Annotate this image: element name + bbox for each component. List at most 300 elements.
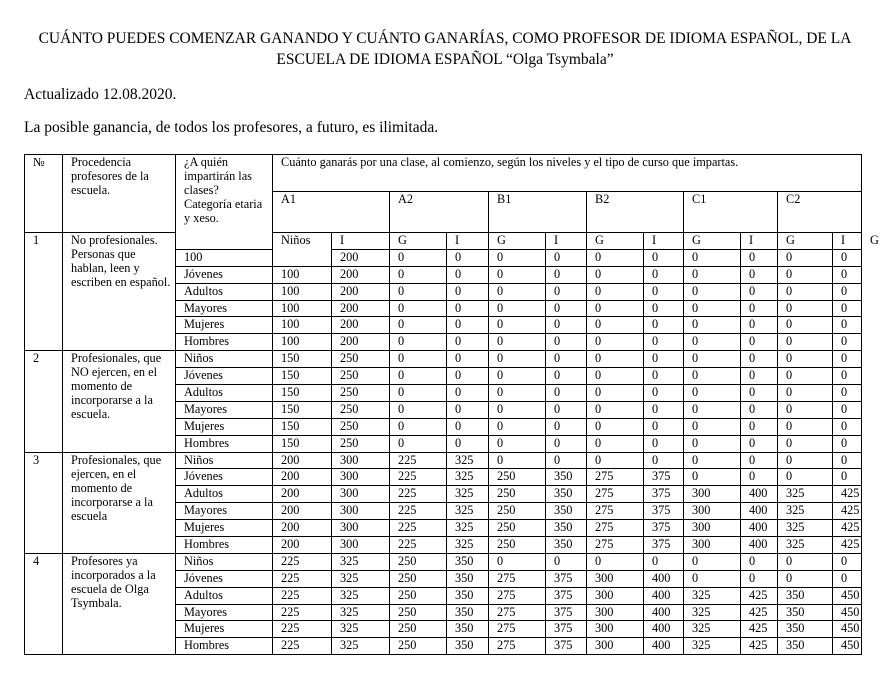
value-cell: 425 — [833, 486, 862, 503]
value-cell: 0 — [741, 368, 778, 385]
value-cell: 0 — [447, 368, 489, 385]
value-cell: 0 — [587, 266, 644, 283]
value-cell: 250 — [390, 638, 447, 655]
value-cell: 325 — [447, 486, 489, 503]
value-cell: 250 — [332, 418, 390, 435]
value-cell: 325 — [447, 469, 489, 486]
value-cell: 0 — [684, 385, 741, 402]
value-cell: 0 — [546, 401, 587, 418]
row-category: Mayores — [176, 300, 273, 317]
value-cell: 0 — [546, 452, 587, 469]
value-cell: 0 — [684, 469, 741, 486]
value-cell: 200 — [273, 486, 332, 503]
row-category: Hombres — [176, 435, 273, 452]
value-cell: 450 — [833, 587, 862, 604]
updated-date: Actualizado 12.08.2020. — [24, 86, 177, 103]
value-cell: 375 — [546, 621, 587, 638]
value-cell: 0 — [489, 300, 546, 317]
value-cell: 300 — [332, 452, 390, 469]
value-cell: 0 — [684, 401, 741, 418]
value-cell: 375 — [546, 570, 587, 587]
value-cell: 325 — [332, 604, 390, 621]
value-cell: 350 — [447, 570, 489, 587]
value-cell: 0 — [447, 300, 489, 317]
value-cell: 0 — [546, 334, 587, 351]
value-cell: 375 — [644, 469, 684, 486]
value-cell: 200 — [332, 249, 390, 266]
value-cell: 0 — [684, 418, 741, 435]
table-row — [25, 351, 862, 368]
value-cell: 0 — [587, 418, 644, 435]
row-origin: Profesionales, que NO ejercen, en el momento de incorporarse a la escuela. — [63, 351, 176, 452]
value-cell: 0 — [833, 283, 862, 300]
row-category: Adultos — [176, 385, 273, 402]
value-cell: 300 — [332, 469, 390, 486]
value-cell: 0 — [546, 266, 587, 283]
value-cell: 350 — [447, 604, 489, 621]
value-cell: 400 — [644, 570, 684, 587]
value-cell: 0 — [644, 452, 684, 469]
value-cell: 400 — [741, 486, 778, 503]
value-cell: 300 — [332, 537, 390, 554]
value-cell: 0 — [644, 368, 684, 385]
value-cell: 0 — [390, 401, 447, 418]
row-category: Adultos — [176, 486, 273, 503]
value-cell: 0 — [546, 249, 587, 266]
value-cell: 0 — [833, 401, 862, 418]
value-cell: 375 — [644, 537, 684, 554]
value-cell: 0 — [778, 368, 833, 385]
value-cell: 200 — [332, 266, 390, 283]
value-cell: 150 — [273, 368, 332, 385]
value-cell: 0 — [833, 249, 862, 266]
value-cell: 275 — [489, 621, 546, 638]
value-cell: 250 — [489, 486, 546, 503]
value-cell: 0 — [684, 553, 741, 570]
value-cell: 0 — [833, 435, 862, 452]
value-cell: 0 — [587, 452, 644, 469]
value-cell: 375 — [644, 520, 684, 537]
value-cell: 0 — [778, 418, 833, 435]
value-cell: 0 — [778, 570, 833, 587]
value-cell: 225 — [390, 520, 447, 537]
table-row — [25, 452, 862, 469]
value-cell: 0 — [447, 266, 489, 283]
value-cell: 0 — [587, 553, 644, 570]
value-cell: 375 — [644, 486, 684, 503]
value-cell: 0 — [390, 249, 447, 266]
value-cell: 150 — [273, 418, 332, 435]
value-cell: 0 — [447, 385, 489, 402]
value-cell: 0 — [587, 249, 644, 266]
value-cell: 350 — [546, 503, 587, 520]
value-cell: 0 — [546, 368, 587, 385]
value-cell: 0 — [741, 300, 778, 317]
value-cell: 0 — [489, 452, 546, 469]
value-cell: 0 — [546, 300, 587, 317]
value-cell: 250 — [489, 520, 546, 537]
header-number: № — [25, 155, 63, 233]
value-cell: 425 — [741, 587, 778, 604]
value-cell: 200 — [273, 469, 332, 486]
value-cell: 250 — [390, 621, 447, 638]
value-cell: 300 — [587, 638, 644, 655]
value-cell: 0 — [741, 570, 778, 587]
value-cell: 0 — [778, 283, 833, 300]
row-category: Jóvenes — [176, 368, 273, 385]
value-cell: 325 — [332, 621, 390, 638]
value-cell: 350 — [447, 638, 489, 655]
value-cell: 0 — [684, 435, 741, 452]
value-cell: 0 — [741, 266, 778, 283]
value-cell: 325 — [332, 570, 390, 587]
value-cell: 225 — [390, 452, 447, 469]
value-cell: 0 — [489, 418, 546, 435]
value-cell: 0 — [833, 418, 862, 435]
value-cell: 0 — [489, 368, 546, 385]
value-cell: 225 — [273, 570, 332, 587]
level-header: A2 — [390, 192, 489, 233]
value-cell: 0 — [587, 435, 644, 452]
value-cell: 0 — [644, 401, 684, 418]
value-cell: 0 — [684, 317, 741, 334]
value-cell: 0 — [684, 300, 741, 317]
value-cell: 0 — [546, 385, 587, 402]
value-cell: 0 — [778, 317, 833, 334]
value-cell: 300 — [587, 587, 644, 604]
value-cell: 0 — [778, 300, 833, 317]
value-cell: 225 — [273, 553, 332, 570]
row-category: Mujeres — [176, 317, 273, 334]
value-cell: 275 — [489, 570, 546, 587]
sub-label: I — [741, 233, 778, 250]
value-cell: 200 — [332, 317, 390, 334]
value-cell: 0 — [587, 401, 644, 418]
value-cell: 0 — [684, 351, 741, 368]
value-cell: 0 — [489, 334, 546, 351]
value-cell: 250 — [332, 368, 390, 385]
value-cell: 425 — [741, 621, 778, 638]
header-origin: Procedencia profesores de la escuela. — [63, 155, 176, 233]
value-cell: 100 — [273, 266, 332, 283]
value-cell: 200 — [273, 503, 332, 520]
value-cell: 225 — [273, 604, 332, 621]
value-cell: 325 — [684, 604, 741, 621]
sub-label: I — [833, 233, 862, 250]
row-category: Jóvenes — [176, 469, 273, 486]
sub-label: G — [587, 233, 644, 250]
value-cell: 275 — [587, 469, 644, 486]
value-cell: 325 — [778, 486, 833, 503]
row-number: 4 — [25, 553, 63, 654]
value-cell: 300 — [587, 621, 644, 638]
value-cell: 0 — [741, 317, 778, 334]
row-category: Mayores — [176, 503, 273, 520]
value-cell: 350 — [447, 553, 489, 570]
value-cell: 350 — [546, 520, 587, 537]
value-cell: 0 — [447, 249, 489, 266]
value-cell: 0 — [546, 283, 587, 300]
value-cell: 0 — [833, 300, 862, 317]
value-cell: 0 — [684, 452, 741, 469]
row-category: Jóvenes — [176, 266, 273, 283]
value-cell: 0 — [833, 469, 862, 486]
value-cell: 325 — [447, 503, 489, 520]
row-category: Jóvenes — [176, 570, 273, 587]
value-cell: 325 — [684, 587, 741, 604]
value-cell: 150 — [273, 435, 332, 452]
value-cell: 225 — [390, 537, 447, 554]
value-cell: 0 — [489, 351, 546, 368]
value-cell: 400 — [644, 621, 684, 638]
value-cell: 0 — [741, 418, 778, 435]
value-cell: 0 — [833, 570, 862, 587]
value-cell: 150 — [273, 351, 332, 368]
value-cell: 0 — [587, 317, 644, 334]
value-cell: 0 — [741, 385, 778, 402]
value-cell: 200 — [332, 334, 390, 351]
value-cell: 275 — [587, 520, 644, 537]
value-cell: 0 — [833, 452, 862, 469]
value-cell: 0 — [644, 351, 684, 368]
value-cell: 0 — [778, 385, 833, 402]
table-row: 1 No profesionales. Personas que hablan, leen y escriben en español. Niños I G I G I G I G I G I G — [25, 233, 862, 250]
lead-paragraph: La posible ganancia, de todos los profesores, a futuro, es ilimitada. — [24, 119, 439, 136]
row-category: Mayores — [176, 604, 273, 621]
value-cell: 250 — [390, 604, 447, 621]
row-category: Mayores — [176, 401, 273, 418]
value-cell: 350 — [546, 469, 587, 486]
row-category: Hombres — [176, 334, 273, 351]
value-cell: 0 — [390, 317, 447, 334]
value-cell: 0 — [587, 385, 644, 402]
value-cell: 100 — [273, 283, 332, 300]
value-cell: 0 — [489, 435, 546, 452]
value-cell: 250 — [390, 570, 447, 587]
value-cell: 0 — [447, 435, 489, 452]
value-cell: 200 — [273, 537, 332, 554]
value-cell: 250 — [489, 503, 546, 520]
value-cell: 350 — [447, 621, 489, 638]
value-cell: 350 — [778, 604, 833, 621]
value-cell: 0 — [644, 418, 684, 435]
value-cell: 0 — [644, 266, 684, 283]
value-cell: 0 — [833, 351, 862, 368]
value-cell: 0 — [447, 401, 489, 418]
value-cell: 275 — [587, 503, 644, 520]
value-cell: 0 — [778, 351, 833, 368]
row-origin: Profesionales, que ejercen, en el momento de incorporarse a la escuela — [63, 452, 176, 553]
value-cell: 0 — [741, 351, 778, 368]
value-cell: 0 — [741, 469, 778, 486]
value-cell: 275 — [489, 638, 546, 655]
sub-label: I — [546, 233, 587, 250]
value-cell: 0 — [833, 368, 862, 385]
value-cell: 0 — [644, 300, 684, 317]
value-cell: 0 — [489, 317, 546, 334]
value-cell: 0 — [778, 401, 833, 418]
row-category: Mujeres — [176, 418, 273, 435]
value-cell: 0 — [587, 368, 644, 385]
value-cell: 425 — [741, 638, 778, 655]
value-cell: 0 — [390, 300, 447, 317]
value-cell: 250 — [332, 351, 390, 368]
value-cell: 0 — [833, 317, 862, 334]
value-cell: 225 — [273, 638, 332, 655]
sub-label: G — [390, 233, 447, 250]
value-cell: 225 — [390, 469, 447, 486]
row-category: Niños — [176, 452, 273, 469]
sub-label: I — [332, 233, 390, 250]
row-category: Mujeres — [176, 520, 273, 537]
value-cell: 425 — [833, 520, 862, 537]
value-cell: 425 — [741, 604, 778, 621]
value-cell: 0 — [778, 553, 833, 570]
value-cell: 275 — [587, 537, 644, 554]
row-number: 2 — [25, 351, 63, 452]
value-cell: 0 — [546, 553, 587, 570]
value-cell: 0 — [390, 266, 447, 283]
row-number: 1 — [25, 233, 63, 351]
value-cell: 0 — [778, 452, 833, 469]
row-category: Niños — [176, 553, 273, 570]
table-row — [25, 553, 862, 570]
value-cell: 300 — [587, 604, 644, 621]
value-cell: 350 — [447, 587, 489, 604]
value-cell: 350 — [778, 621, 833, 638]
document-title: CUÁNTO PUEDES COMENZAR GANANDO Y CUÁNTO GANARÍAS, COMO PROFESOR DE IDIOMA ESPAÑOL, DE LA ESCUELA DE IDIOMA ESPAÑOL “Olga Tsymbala” — [38, 30, 852, 68]
header-row — [25, 155, 862, 192]
value-cell: 375 — [644, 503, 684, 520]
value-cell: 275 — [587, 486, 644, 503]
value-cell: 300 — [587, 570, 644, 587]
value-cell: 0 — [644, 283, 684, 300]
value-cell: 450 — [833, 621, 862, 638]
value-cell: 0 — [489, 553, 546, 570]
value-cell: 0 — [390, 351, 447, 368]
row-number: 3 — [25, 452, 63, 553]
value-cell: 275 — [489, 587, 546, 604]
level-header: C1 — [684, 192, 778, 233]
value-cell: 400 — [644, 587, 684, 604]
value-cell: 300 — [684, 537, 741, 554]
value-cell: 0 — [489, 283, 546, 300]
value-cell: 200 — [273, 520, 332, 537]
value-cell: 0 — [833, 266, 862, 283]
value-cell: 325 — [332, 587, 390, 604]
header-category: ¿A quién impartirán las clases? Categoría etaria y xeso. — [176, 155, 273, 250]
value-cell: 0 — [644, 553, 684, 570]
value-cell: 250 — [332, 435, 390, 452]
value-cell: 200 — [332, 300, 390, 317]
value-cell: 0 — [587, 334, 644, 351]
value-cell: 0 — [447, 351, 489, 368]
value-cell: 425 — [833, 537, 862, 554]
value-cell: 0 — [741, 401, 778, 418]
value-cell: 325 — [684, 638, 741, 655]
value-cell: 0 — [741, 249, 778, 266]
value-cell: 0 — [684, 334, 741, 351]
value-cell: 0 — [546, 351, 587, 368]
value-cell: 300 — [332, 503, 390, 520]
value-cell: 325 — [447, 452, 489, 469]
value-cell: 0 — [390, 368, 447, 385]
value-cell: 200 — [332, 283, 390, 300]
value-cell: 0 — [489, 385, 546, 402]
value-cell: 0 — [587, 351, 644, 368]
value-cell: 100 — [273, 317, 332, 334]
value-cell: 375 — [546, 587, 587, 604]
value-cell: 450 — [833, 638, 862, 655]
value-cell: 350 — [778, 638, 833, 655]
value-cell: 0 — [684, 249, 741, 266]
value-cell: 0 — [741, 435, 778, 452]
value-cell: 0 — [684, 266, 741, 283]
value-cell: 250 — [489, 537, 546, 554]
value-cell: 400 — [741, 503, 778, 520]
level-header: A1 — [273, 192, 390, 233]
value-cell: 0 — [390, 283, 447, 300]
value-cell: 350 — [546, 537, 587, 554]
value-cell: 250 — [332, 401, 390, 418]
value-cell: 0 — [587, 283, 644, 300]
value-cell: 200 — [273, 452, 332, 469]
value-cell: 250 — [489, 469, 546, 486]
value-cell: 225 — [390, 486, 447, 503]
value-cell: 350 — [778, 587, 833, 604]
value-cell: 0 — [546, 317, 587, 334]
value-cell: 425 — [833, 503, 862, 520]
value-cell: 0 — [778, 249, 833, 266]
value-cell: 250 — [390, 587, 447, 604]
value-cell: 0 — [778, 266, 833, 283]
value-cell: 0 — [644, 317, 684, 334]
row-origin: Profesores ya incorporados a la escuela de Olga Tsymbala. — [63, 553, 176, 654]
value-cell: 0 — [644, 435, 684, 452]
value-cell: 0 — [778, 469, 833, 486]
level-header: B2 — [587, 192, 684, 233]
row-category: Hombres — [176, 638, 273, 655]
row-category: Hombres — [176, 537, 273, 554]
value-cell: 0 — [546, 418, 587, 435]
value-cell: 400 — [741, 537, 778, 554]
value-cell: 0 — [587, 300, 644, 317]
row-origin: No profesionales. Personas que hablan, leen y escriben en español. — [63, 233, 176, 351]
value-cell: 225 — [273, 587, 332, 604]
value-cell: 325 — [332, 638, 390, 655]
sub-label: G — [778, 233, 833, 250]
row-category: Adultos — [176, 587, 273, 604]
value-cell: 0 — [644, 249, 684, 266]
value-cell: 0 — [447, 334, 489, 351]
value-cell: 250 — [332, 385, 390, 402]
value-cell: 100 — [176, 249, 273, 266]
value-cell: 0 — [644, 385, 684, 402]
row-category: Adultos — [176, 283, 273, 300]
value-cell: 0 — [741, 283, 778, 300]
sub-label: I — [644, 233, 684, 250]
value-cell: 0 — [833, 334, 862, 351]
level-header: B1 — [489, 192, 587, 233]
value-cell: 0 — [489, 401, 546, 418]
row-category: Niños — [176, 351, 273, 368]
value-cell: 225 — [390, 503, 447, 520]
value-cell: 300 — [684, 486, 741, 503]
value-cell: 100 — [273, 300, 332, 317]
value-cell: 325 — [778, 520, 833, 537]
value-cell: 325 — [332, 553, 390, 570]
value-cell: 0 — [778, 334, 833, 351]
